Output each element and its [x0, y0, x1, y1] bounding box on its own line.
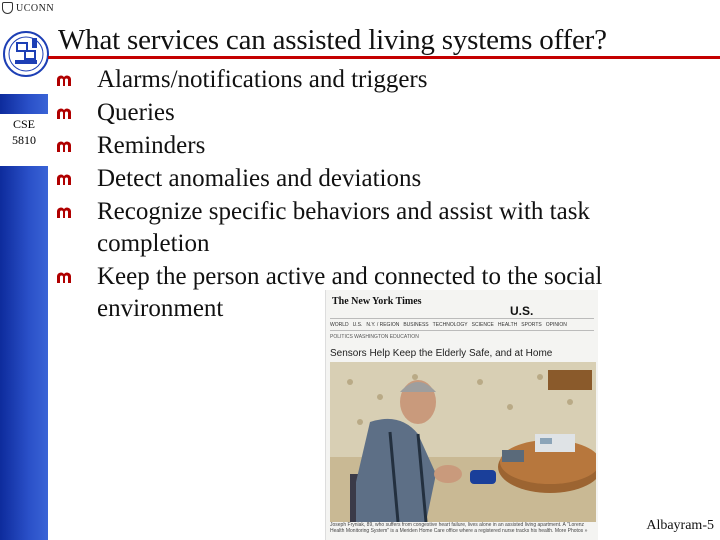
slide-number: Albayram-5: [646, 518, 714, 533]
bullet-text: Reminders: [97, 132, 206, 159]
nav-item: TECHNOLOGY: [432, 321, 468, 328]
article-section: U.S.: [510, 304, 534, 318]
computer-engineering-logo-icon: [2, 24, 50, 84]
university-wordmark: UCONN: [16, 2, 55, 14]
list-item: [56, 163, 696, 195]
list-item: [56, 64, 696, 96]
bullet-icon: [56, 105, 72, 121]
bullet-icon: [56, 269, 72, 285]
course-label: [0, 114, 48, 166]
nav-item: U.S.: [352, 321, 363, 328]
nav-item: SPORTS: [521, 321, 542, 328]
course-number: 5810: [12, 133, 36, 147]
slide-title: What services can assisted living systems offer?: [58, 24, 607, 56]
list-item: [56, 196, 696, 260]
title-divider: [48, 56, 720, 59]
nav-item: HEALTH: [497, 321, 518, 328]
bullet-text: Alarms/notifications and triggers: [97, 66, 428, 93]
article-nav: [330, 318, 594, 331]
seal-icon: [2, 2, 13, 14]
article-subnav: POLITICS WASHINGTON EDUCATION: [330, 334, 419, 340]
bullet-icon: [56, 72, 72, 88]
course-code: CSE: [12, 117, 35, 131]
university-logo: [2, 1, 54, 15]
newspaper-masthead: The New York Times: [332, 296, 422, 307]
bullet-icon: [56, 171, 72, 187]
nav-item: WORLD: [330, 321, 349, 328]
list-item: [56, 97, 696, 129]
bullet-icon: [56, 138, 72, 154]
bullet-icon: [56, 204, 72, 220]
nav-item: OPINION: [545, 321, 567, 328]
article-photo: [330, 362, 596, 522]
nav-item: N.Y. / REGION: [366, 321, 400, 328]
bullet-text: Detect anomalies and deviations: [97, 165, 422, 192]
bullet-text: Keep the person active and connected to the social environment: [97, 263, 603, 322]
list-item: [56, 130, 696, 162]
bullet-text: Queries: [97, 99, 175, 126]
article-headline: Sensors Help Keep the Elderly Safe, and at Home: [330, 348, 553, 359]
nav-item: SCIENCE: [471, 321, 494, 328]
bullet-text: Recognize specific behaviors and assist with task completion: [97, 198, 590, 257]
photo-caption: Joseph Fryniak, 89, who suffers from congestive heart failure, lives alone in an assisted living apartment. A "Lorenz Health Monitoring System" is a Meriden Home Care office where a registered nurse tracks his health. More Photos »: [330, 522, 588, 534]
news-article-screenshot: [325, 290, 598, 540]
bullet-list: [56, 64, 696, 326]
sidebar: [0, 22, 48, 540]
nav-item: BUSINESS: [403, 321, 429, 328]
